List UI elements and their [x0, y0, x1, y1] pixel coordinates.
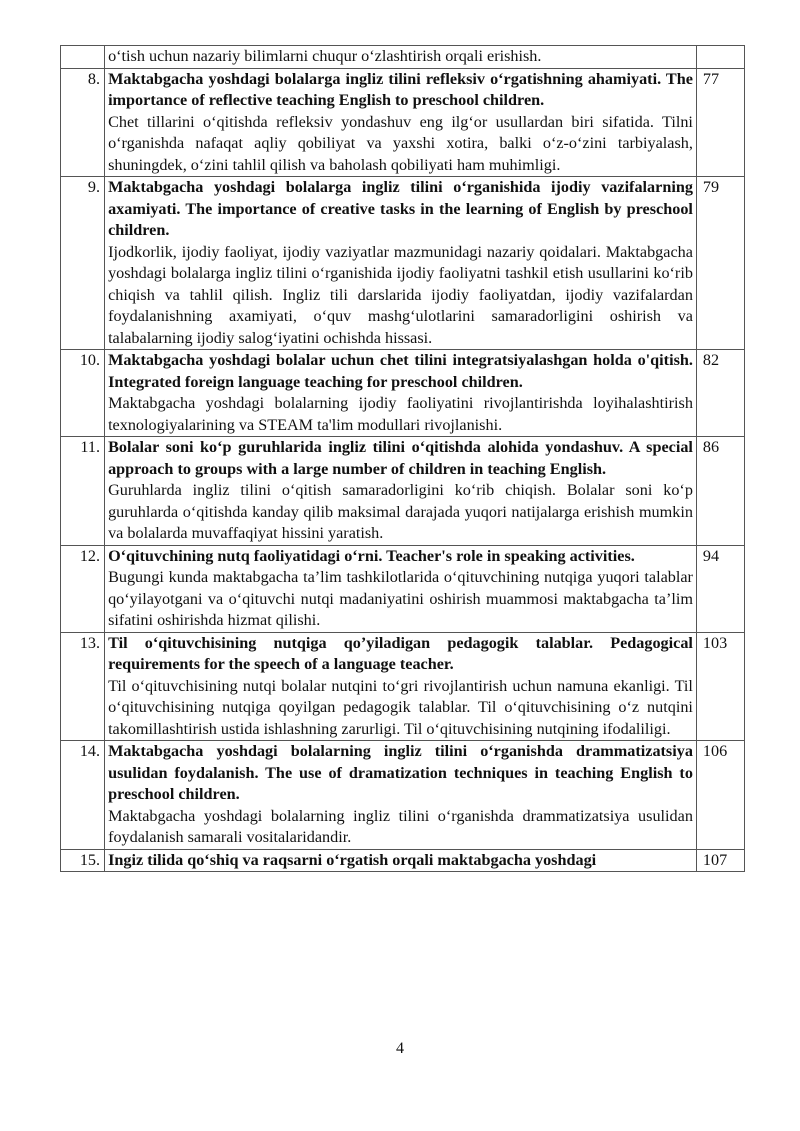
row-number: 12.	[61, 545, 105, 632]
row-number-cell	[61, 46, 105, 69]
row-page-number: 86	[696, 437, 744, 546]
row-description: Guruhlarda ingliz tilini o‘qitish samaradorligini ko‘rib chiqish. Bolalar soni ko‘p guruhlarda o‘qitishda kanday qilib maksimal darajada yuqori natijalarga erishish mumkin va bolalarda muvaffaqiyat hissini yaratish.	[108, 481, 693, 542]
row-number: 9.	[61, 177, 105, 350]
row-title: Maktabgacha yoshdagi bolalarga ingliz tilini refleksiv o‘rgatishning ahamiyati. The importance of reflective teaching English to preschool children.	[108, 69, 693, 109]
row-description: Bugungi kunda maktabgacha ta’lim tashkilotlarida o‘qituvchining nutqiga yuqori talablar qo‘yilayotgani va o‘qituvchi nutqi madaniyatini oshirish muammosi maktabgacha ta’lim sifatini oshirishda hizmat qilishi.	[108, 568, 693, 629]
row-title: Maktabgacha yoshdagi bolalar uchun chet tilini integratsiyalashgan holda o'qitish. Integrated foreign language teaching for preschool children.	[108, 351, 693, 391]
row-description: Maktabgacha yoshdagi bolalarning ijodiy faoliyatini rivojlantirishda loyihalashtirish texnologiyalarining va STEAM ta'lim modullari rivojlanishi.	[108, 394, 693, 434]
page-cell	[696, 46, 744, 69]
table-row	[61, 545, 745, 632]
row-content	[105, 632, 697, 741]
row-title: Ingiz tilida qo‘shiq va raqsarni o‘rgatish orqali maktabgacha yoshdagi	[108, 850, 597, 869]
row-content	[105, 545, 697, 632]
row-page-number: 79	[696, 177, 744, 350]
row-page-number: 94	[696, 545, 744, 632]
page-number: 4	[396, 1040, 404, 1057]
row-title: Bolalar soni ko‘p guruhlarida ingliz tilini o‘qitishda alohida yondashuv. A special approach to groups with a large number of children in teaching English.	[108, 438, 693, 478]
continuation-text: o‘tish uchun nazariy bilimlarni chuqur o‘zlashtirish orqali erishish.	[105, 46, 697, 69]
contents-table-container	[60, 45, 745, 872]
row-title: Maktabgacha yoshdagi bolalarga ingliz tilini o‘rganishida ijodiy vazifalarning axamiyati. The importance of creative tasks in the learning of English by preschool children.	[108, 178, 693, 239]
table-row	[61, 177, 745, 350]
row-content	[105, 849, 697, 872]
row-page-number: 77	[696, 68, 744, 177]
row-content	[105, 177, 697, 350]
table-row	[61, 68, 745, 177]
row-content	[105, 437, 697, 546]
row-number: 10.	[61, 350, 105, 437]
row-content	[105, 741, 697, 850]
row-page-number: 103	[696, 632, 744, 741]
row-title: Til o‘qituvchisining nutqiga qo’yiladigan pedagogik talablar. Pedagogical requirements for the speech of a language teacher.	[108, 633, 693, 673]
row-title: Maktabgacha yoshdagi bolalarning ingliz tilini o‘rganishda drammatizatsiya usulidan foydalanish. The use of dramatization techniques in teaching English to preschool children.	[108, 742, 693, 803]
row-description: Chet tillarini o‘qitishda refleksiv yondashuv eng ilg‘or usullardan biri sifatida. Tilni o‘rganishda nafaqat aqliy qobiliyat va yaxshi xotira, balki o‘z-o‘zini tarbiyalash, shuningdek, o‘zini tahlil qilish va baholash qobiliyati ham muhimligi.	[108, 112, 693, 174]
row-number: 13.	[61, 632, 105, 741]
table-row	[61, 741, 745, 850]
row-number: 14.	[61, 741, 105, 850]
table-row-continuation	[61, 46, 745, 69]
row-content	[105, 350, 697, 437]
contents-table	[60, 45, 745, 872]
row-title: O‘qituvchining nutq faoliyatidagi o‘rni. Teacher's role in speaking activities.	[108, 546, 635, 565]
row-number: 15.	[61, 849, 105, 872]
row-number: 8.	[61, 68, 105, 177]
table-row	[61, 632, 745, 741]
table-row	[61, 350, 745, 437]
row-page-number: 82	[696, 350, 744, 437]
row-page-number: 107	[696, 849, 744, 872]
row-description: Ijodkorlik, ijodiy faoliyat, ijodiy vaziyatlar mazmunidagi nazariy qoidalari. Maktabgacha yoshdagi bolalarga ingliz tilini o‘rganishida ijodiy faoliyatni tashkil etish usullarini ko‘rib chiqish va tahlil qilish. Ingliz tili darslarida ijodiy faoliyatdan, ijodiy vazifalardan foydalanishning axamiyati, o‘quv mashg‘ulotlarini samaradorligini oshirish va talabalarning ijodiy salog‘iyatini ochishda hissasi.	[108, 242, 693, 347]
table-row	[61, 437, 745, 546]
row-description: Maktabgacha yoshdagi bolalarning ingliz tilini o‘rganishda drammatizatsiya usulidan foydalanish samarali vositalaridandir.	[108, 806, 693, 846]
row-content	[105, 68, 697, 177]
row-description: Til o‘qituvchisining nutqi bolalar nutqini to‘gri rivojlantirish uchun namuna ekanligi. Til o‘qituvchisining nutqiga qoyilgan pedagogik talablar. Til o‘qituvchisining o‘z nutqini takomillashtirish ustida ishlashning zarurligi. Til o‘qituvchisining nutqining ifodaliligi.	[108, 676, 693, 738]
table-row	[61, 849, 745, 872]
row-number: 11.	[61, 437, 105, 546]
row-page-number: 106	[696, 741, 744, 850]
